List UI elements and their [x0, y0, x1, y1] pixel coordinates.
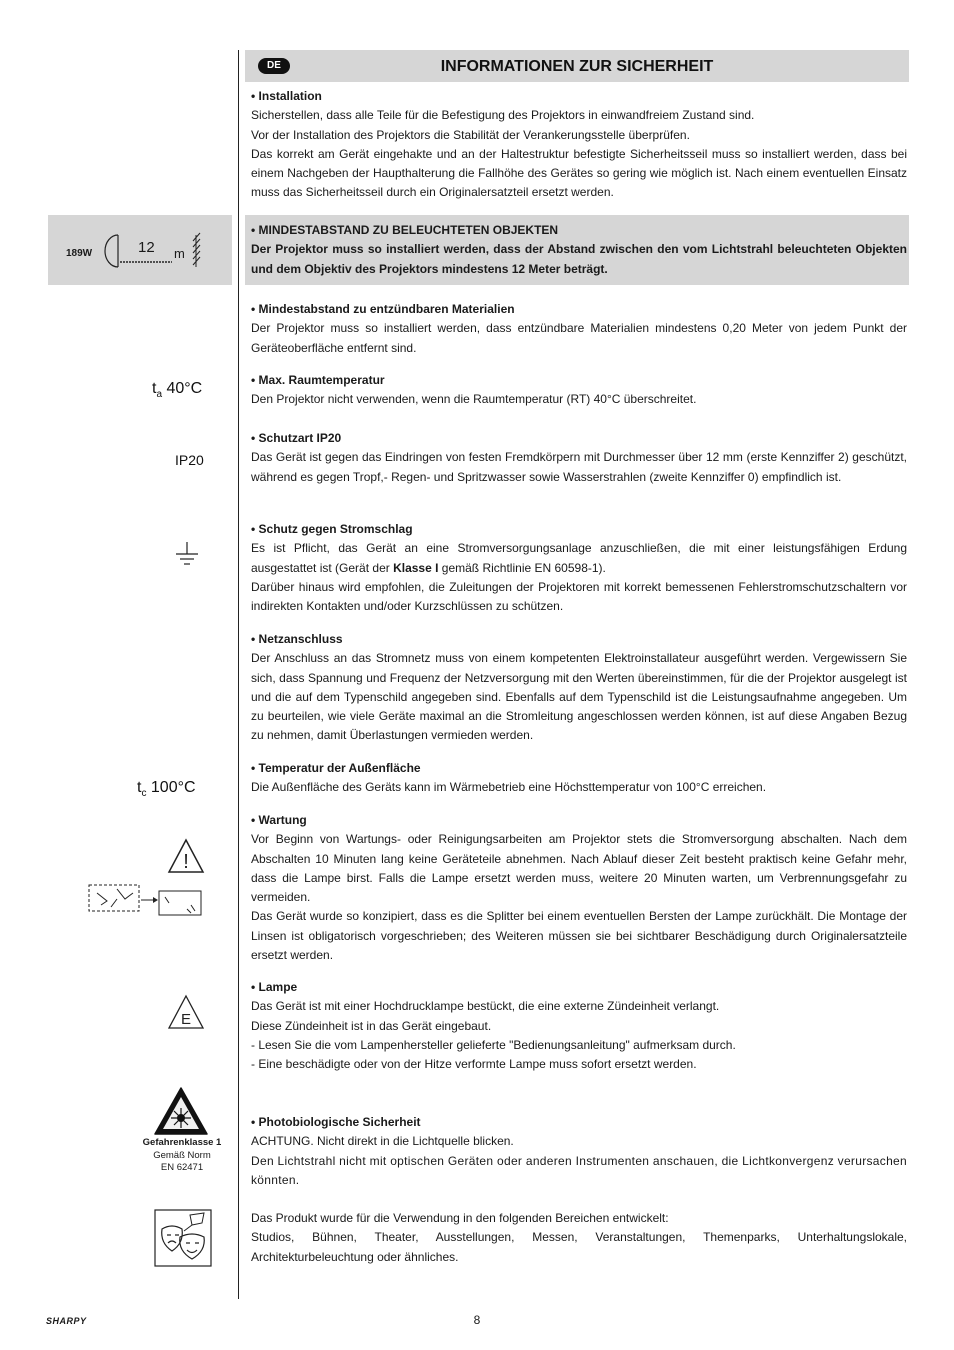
- paragraph: Den Projektor nicht verwenden, wenn die Raumtemperatur (RT) 40°C überschreitet.: [251, 392, 697, 407]
- lamp-shatter-icon: [87, 883, 205, 917]
- distance-symbol-box: [48, 215, 232, 285]
- language-badge: DE: [258, 58, 290, 74]
- brand-logo: SHARPY: [46, 1316, 87, 1326]
- paragraph: Darüber hinaus wird empfohlen, die Zuleitungen der Projektoren mit korrekt bemessenen Fehlerstromschutzschaltern vor indirekten Kontakten und/oder Kurzschlüssen zu schützen.: [251, 579, 907, 614]
- paragraph: Vor der Installation des Projektors die Stabilität der Verankerungsstelle überprüfen.: [251, 127, 690, 142]
- paragraph: Das korrekt am Gerät eingehakte und an der Haltestruktur befestigte Sicherheitsseil muss so installiert werden, dass bei einem Nachgeben der Haupthalterung die Fallhöhe des Gerätes so gering wie möglich ist. Nach einem eventuellen Einsatz muss das Sicherheitsseil durch ein Originalersatzteil ersetzt werden.: [251, 146, 907, 200]
- section-intended-use: [251, 1209, 907, 1267]
- paragraph: Den Lichtstrahl nicht mit optischen Geräten oder anderen Instrumenten anschauen, die Lichtkonvergenz verursachen könnten.: [251, 1153, 907, 1187]
- section-mains-connection: [251, 630, 907, 746]
- paragraph: Der Anschluss an das Stromnetz muss von einem kompetenten Elektroinstallateur ausgeführt werden. Vergewissern Sie sich, dass Spannung und Frequenz der Netzversorgung mit den Werten übereinstimmen, für die der Projektor ausgelegt ist und die auf dem Typenschild angegeben sind. Ebenfalls auf dem Typenschild ist die Leistungsaufnahme angegeben. Um zu beurteilen, wie viele Geräte maximal an die Stromleitung angeschlossen werden können, ist auf diese Angaben Bezug zu nehmen, damit Überlastungen vermieden werden.: [251, 651, 907, 743]
- section-title: • Mindestabstand zu entzündbaren Materialien: [251, 302, 515, 316]
- paragraph: Der Projektor muss so installiert werden, dass der Abstand zwischen den vom Lichtstrahl beleuchteten Objekten und dem Objektiv des Projektors mindestens 12 Meter beträgt.: [251, 242, 907, 276]
- svg-text:!: !: [183, 851, 189, 873]
- section-lamp: [251, 978, 907, 1074]
- section-title: • Temperatur der Außenfläche: [251, 761, 421, 775]
- paragraph: [251, 539, 907, 578]
- distance-unit: m: [174, 246, 185, 261]
- section-room-temp: [251, 371, 907, 410]
- power-label: 189W: [66, 248, 93, 259]
- section-installation: [251, 87, 907, 203]
- section-photobiological: [251, 1113, 907, 1190]
- paragraph: - Lesen Sie die vom Lampenhersteller gelieferte "Bedienungsanleitung" aufmerksam durch.: [251, 1037, 736, 1052]
- section-title: • Lampe: [251, 980, 298, 994]
- section-title: • Netzanschluss: [251, 632, 343, 646]
- tc-subscript: c: [141, 788, 147, 800]
- hazard-class: Gefahrenklasse 1: [142, 1137, 222, 1148]
- hazard-standard: EN 62471: [160, 1162, 204, 1173]
- paragraph: Diese Zündeinheit ist in das Gerät eingebaut.: [251, 1018, 492, 1033]
- ground-icon: [174, 540, 200, 570]
- paragraph: Das Gerät ist gegen das Eindringen von festen Fremdkörpern mit Durchmesser über 12 mm (erste Kennziffer 2) geschützt, während es gegen Tropf,- Regen- und Spritzwasser sowie Wasserstrahlen (zweite Kennziffer 0) empfindlich ist.: [251, 450, 907, 484]
- section-title: • MINDESTABSTAND ZU BELEUCHTETEN OBJEKTEN: [251, 223, 559, 237]
- text-part: Es ist Pflicht, das Gerät an eine Stromversorgungsanlage anzuschließen, die mit einer leistungsfähigen Erdung ausgestattet ist (Gerät der: [251, 541, 907, 575]
- section-header: [245, 50, 909, 82]
- ip-rating-symbol: IP20: [175, 452, 204, 468]
- lamp-e-icon: [167, 994, 205, 1030]
- paragraph: - Eine beschädigte oder von der Hitze verformte Lampe muss sofort ersetzt werden.: [251, 1057, 697, 1072]
- section-title: • Installation: [251, 89, 322, 103]
- paragraph: Studios, Bühnen, Theater, Ausstellungen, Messen, Veranstaltungen, Themenparks, Unterhaltungslokale, Architekturbeleuchtung oder ähnliches.: [251, 1230, 907, 1264]
- page-title: INFORMATIONEN ZUR SICHERHEIT: [440, 58, 714, 75]
- section-min-distance-lit: [251, 221, 907, 279]
- projector-distance-icon: [100, 231, 212, 271]
- theatre-masks-icon: [154, 1209, 212, 1267]
- section-ip-rating: [251, 429, 907, 487]
- paragraph: Der Projektor muss so installiert werden, dass entzündbare Materialien mindestens 0,20 Meter von jedem Punkt der Geräteoberfläche entfernt sind.: [251, 321, 907, 355]
- section-min-distance-flammable: [251, 300, 907, 358]
- paragraph: Das Gerät ist mit einer Hochdrucklampe bestückt, die eine externe Zündeinheit verlangt.: [251, 999, 720, 1014]
- text-part: gemäß Richtlinie EN 60598-1).: [438, 560, 606, 575]
- section-electric-shock: [251, 520, 907, 616]
- section-title: • Schutzart IP20: [251, 431, 342, 445]
- section-title: • Photobiologische Sicherheit: [251, 1115, 421, 1129]
- class-label: Klasse I: [393, 560, 439, 575]
- ta-value: 40°C: [162, 380, 203, 397]
- paragraph: Vor Beginn von Wartungs- oder Reinigungsarbeiten am Projektor stets die Stromversorgung abschalten. Nach dem Abschalten 10 Minuten lang keine Geräteteile abnehmen. Nach Ablauf dieser Zeit besteht praktisch keine Gefahr mehr, dass die Lampe birst. Falls die Lampe ersetzt werden muss, weitere 20 Minuten warten, um Verbrennungsgefahr zu vermeiden.: [251, 832, 907, 905]
- paragraph: Sicherstellen, dass alle Teile für die Befestigung des Projektors in einwandfreiem Zustand sind.: [251, 108, 755, 123]
- tc-letter: t: [137, 779, 142, 796]
- section-title: • Wartung: [251, 813, 307, 827]
- column-divider: [238, 50, 239, 1299]
- ta-letter: t: [152, 380, 157, 397]
- photobiological-hazard-icon: [153, 1086, 209, 1136]
- section-maintenance: [251, 811, 907, 965]
- hazard-class-label: [132, 1137, 232, 1175]
- svg-text:E: E: [180, 1011, 192, 1028]
- section-surface-temp: [251, 759, 907, 798]
- tc-value: 100°C: [146, 779, 196, 796]
- paragraph: Das Gerät wurde so konzipiert, dass es die Splitter bei einem eventuellen Bersten der Lampe zurückhält. Die Montage der Linsen ist obligatorisch vorgeschrieben; des Weiteren müssen sie bei sichtbarer Beschädigung durch Originalersatzteile ersetzt werden.: [251, 909, 907, 963]
- hazard-norm: Gemäß Norm: [153, 1149, 211, 1161]
- page-number: 8: [473, 1313, 481, 1327]
- distance-value: 12: [138, 239, 155, 256]
- paragraph: Die Außenfläche des Geräts kann im Wärmebetrieb eine Höchsttemperatur von 100°C erreichen.: [251, 780, 767, 795]
- paragraph: ACHTUNG. Nicht direkt in die Lichtquelle blicken.: [251, 1134, 514, 1149]
- section-title: • Schutz gegen Stromschlag: [251, 522, 413, 536]
- ta-subscript: a: [156, 389, 163, 401]
- paragraph: Das Produkt wurde für die Verwendung in den folgenden Bereichen entwickelt:: [251, 1211, 669, 1225]
- section-title: • Max. Raumtemperatur: [251, 373, 385, 387]
- surface-temp-symbol: [137, 779, 196, 799]
- warning-icon: [167, 838, 205, 874]
- ambient-temp-symbol: [152, 380, 202, 400]
